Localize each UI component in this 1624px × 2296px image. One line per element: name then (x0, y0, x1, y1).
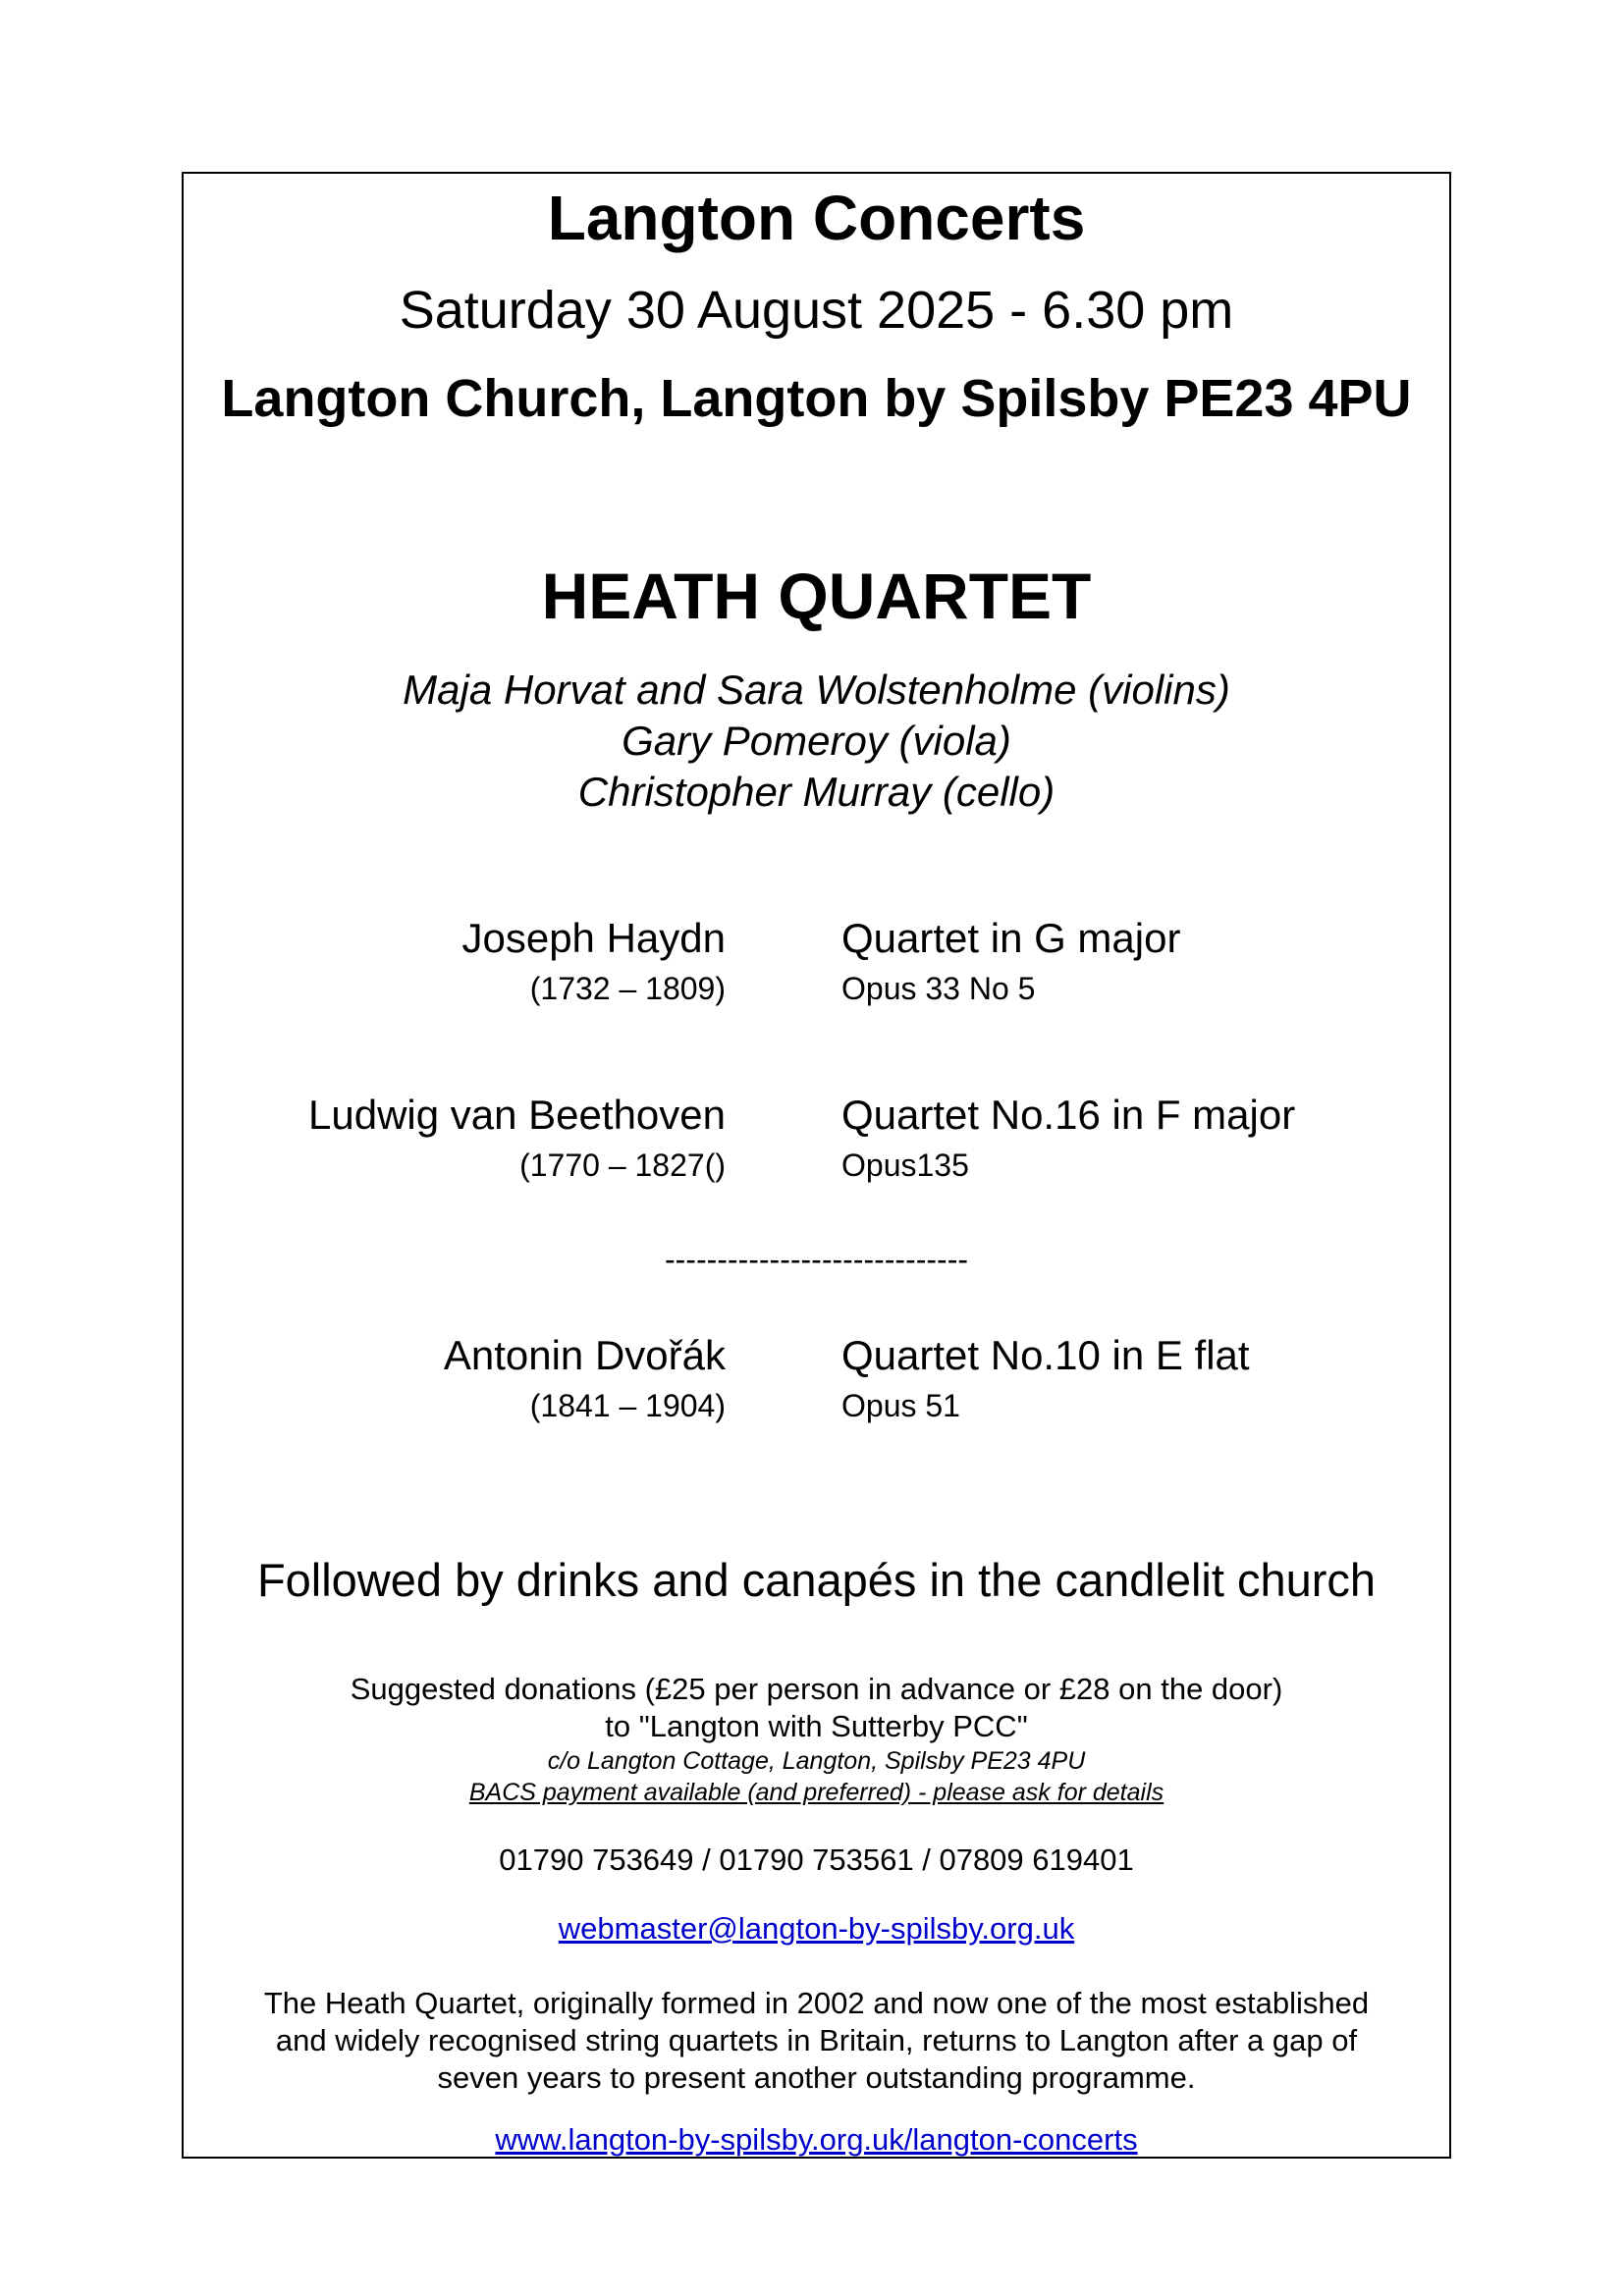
donations-block (184, 1671, 1449, 1808)
programme-composer: Ludwig van Beethoven (308, 1092, 726, 1138)
performers-list (184, 665, 1449, 818)
contact-phones: 01790 753649 / 01790 753561 / 07809 619401 (499, 1842, 1134, 1877)
programme-opus: Opus135 (841, 1148, 969, 1183)
programme-composer: Joseph Haydn (461, 915, 726, 961)
programme-opus: Opus 51 (841, 1388, 960, 1423)
performer-violins: Maja Horvat and Sara Wolstenholme (violins) (403, 667, 1230, 713)
about-line: The Heath Quartet, originally formed in 2002 and now one of the most established (263, 1986, 1370, 2020)
performer-viola: Gary Pomeroy (viola) (622, 718, 1011, 764)
programme-composer-dates: (1732 – 1809) (529, 971, 726, 1006)
ensemble-name: HEATH QUARTET (541, 560, 1092, 632)
donations-amounts: Suggested donations (£25 per person in advance or £28 on the door) (350, 1672, 1283, 1706)
website-wrap (184, 2122, 1449, 2158)
programme-composer-dates: (1770 – 1827() (519, 1148, 726, 1183)
donations-address: c/o Langton Cottage, Langton, Spilsby PE23 4PU (547, 1747, 1086, 1775)
website-link[interactable]: www.langton-by-spilsby.org.uk/langton-concerts (495, 2122, 1138, 2157)
contact-email-link[interactable]: webmaster@langton-by-spilsby.org.uk (558, 1911, 1075, 1946)
concert-venue: Langton Church, Langton by Spilsby PE23 4PU (221, 369, 1412, 428)
programme-work: Quartet No.16 in F major (841, 1092, 1296, 1138)
performer-cello: Christopher Murray (cello) (577, 769, 1056, 815)
reception-note: Followed by drinks and canapés in the candlelit church (256, 1554, 1377, 1606)
concert-poster (182, 172, 1451, 2159)
donations-payee: to "Langton with Sutterby PCC" (605, 1709, 1028, 1743)
programme-composer: Antonin Dvořák (443, 1332, 726, 1378)
programme-work: Quartet in G major (841, 915, 1181, 961)
donations-bacs: BACS payment available (and preferred) - please ask for details (468, 1779, 1164, 1806)
concert-date: Saturday 30 August 2025 - 6.30 pm (399, 281, 1234, 340)
programme-composer-dates: (1841 – 1904) (529, 1388, 726, 1423)
contact-email-wrap (184, 1911, 1449, 1947)
page-title: Langton Concerts (547, 183, 1086, 253)
programme-work: Quartet No.10 in E flat (841, 1332, 1250, 1378)
about-text (184, 1985, 1449, 2097)
interval-divider: ----------------------------- (664, 1242, 969, 1277)
about-line: seven years to present another outstanding programme. (437, 2060, 1196, 2095)
about-line: and widely recognised string quartets in Britain, returns to Langton after a gap of (275, 2023, 1358, 2057)
programme-opus: Opus 33 No 5 (841, 971, 1036, 1006)
